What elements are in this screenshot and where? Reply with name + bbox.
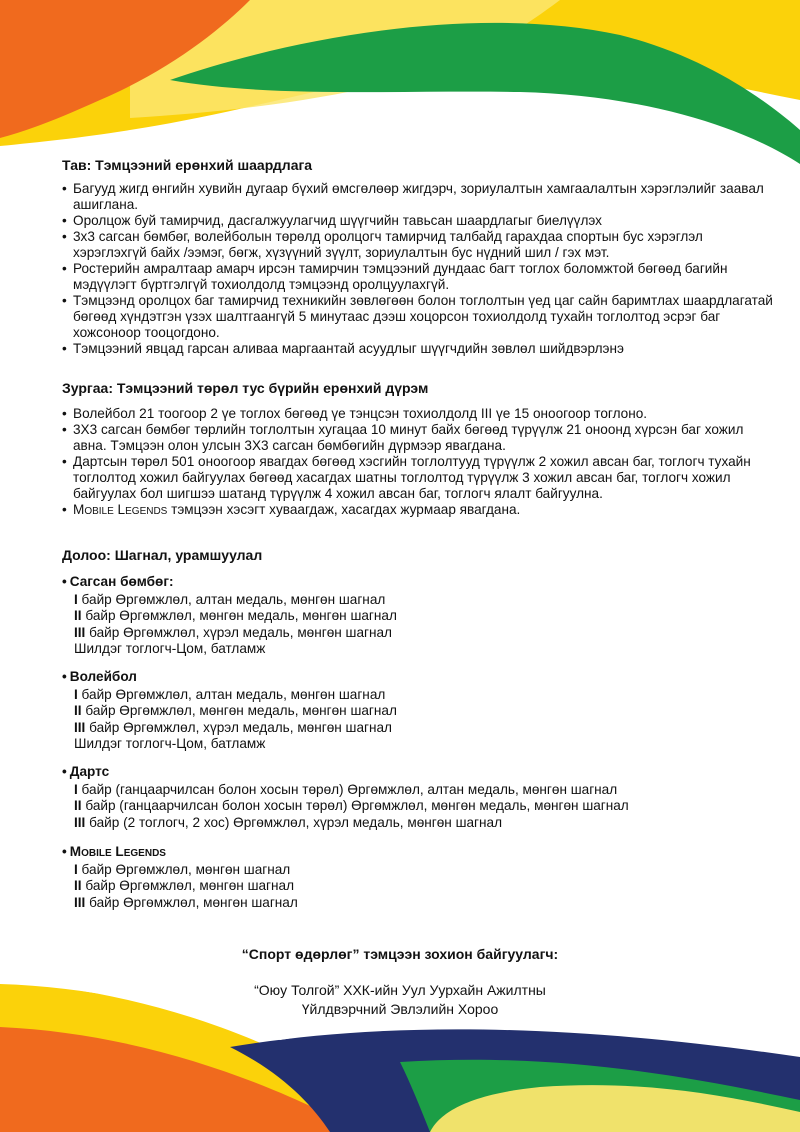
organizer-line-2: Үйлдвэрчний Эвлэлийн Хороо: [301, 1001, 499, 1017]
award-line: III байр Өргөмжлөл, хүрэл медаль, мөнгөн шагнал: [74, 624, 392, 640]
award-mobile-legends-title: • Mobile Legends: [62, 843, 166, 860]
award-line: III байр Өргөмжлөл, хүрэл медаль, мөнгөн шагнал: [74, 719, 392, 735]
award-darts-lines: [74, 782, 629, 831]
award-line: II байр (ганцаарчилсан болон хосын төрөл) Өргөмжлөл, мөнгөн медаль, мөнгөн шагнал: [74, 798, 629, 814]
section-six-title: Зургаа: Тэмцээний төрөл тус бүрийн ерөнхий дүрэм: [62, 380, 429, 396]
award-darts-title: • Дартс: [62, 763, 109, 780]
mobile-legends-name: Mobile Legends: [73, 502, 168, 517]
award-line: I байр Өргөмжлөл, алтан медаль, мөнгөн шагнал: [74, 687, 386, 702]
section-six-list: [62, 406, 778, 518]
section-seven-title: Долоо: Шагнал, урамшуулал: [62, 547, 263, 563]
section-five-list: [62, 181, 778, 357]
award-line: III байр Өргөмжлөл, мөнгөн шагнал: [74, 894, 298, 910]
list-item: • 3х3 сагсан бөмбөг, волейболын төрөлд оролцогч тамирчид талбайд гарахдаа спортын бус хэрэглэл хэрэглэхгүй байх /ээмэг, бөгж, хүзүүний зүүлт, зориулалтын бус нүдний шил / гэх мэт.: [62, 229, 778, 261]
award-line: III байр (2 тоглогч, 2 хос) Өргөмжлөл, хүрэл медаль, мөнгөн шагнал: [74, 814, 502, 830]
award-line: Шилдэг тоглогч-Цом, батламж: [74, 735, 266, 751]
award-line: Шилдэг тоглогч-Цом, батламж: [74, 640, 266, 656]
list-item: • Ростерийн амралтаар амарч ирсэн тамирчин тэмцээний дундаас багт тоглох боломжтой бөгөөд багийн мэдүүлэгт бүртгэлгүй тохиолдолд тэмцээнд оролцуулахгүй.: [62, 261, 778, 293]
award-line: I байр Өргөмжлөл, алтан медаль, мөнгөн шагнал: [74, 592, 386, 607]
award-line: II байр Өргөмжлөл, мөнгөн шагнал: [74, 878, 295, 894]
award-line: II байр Өргөмжлөл, мөнгөн медаль, мөнгөн шагнал: [74, 703, 397, 719]
list-item: • Оролцож буй тамирчид, дасгалжуулагчид шүүгчийн тавьсан шаардлагыг биелүүлэх: [62, 213, 778, 229]
award-volleyball-title: • Волейбол: [62, 668, 137, 685]
award-line: I байр (ганцаарчилсан болон хосын төрөл) Өргөмжлөл, алтан медаль, мөнгөн шагнал: [74, 782, 618, 797]
list-item: • Тэмцээний явцад гарсан аливаа маргаантай асуудлыг шүүгчдийн зөвлөл шийдвэрлэнэ: [62, 341, 778, 357]
award-mobile-legends-lines: [74, 862, 298, 911]
award-volleyball-lines: [74, 687, 397, 752]
mobile-legends-rule: тэмцээн хэсэгт хуваагдаж, хасагдах журмаар явагдана.: [167, 502, 521, 517]
list-item: • Дартсын төрөл 501 оноогоор явагдах бөгөөд хэсгийн тоглолтууд түрүүлж 2 хожил авсан баг, тоглогч тухайн тоглолтод хожил байгуулах бөгөөд хасагдах шатны тоглолтод түрүүлж 3 хожил авсан баг, тоглогч хожил байгуулах бол шигшээ шатанд түрүүлж 4 хожил авсан баг, тоглогч ялалт байгуулна.: [62, 454, 778, 502]
award-basketball-title: • Сагсан бөмбөг:: [62, 573, 174, 590]
list-item: • Тэмцээнд оролцох баг тамирчид техникийн зөвлөгөөн болон тоглолтын үед цаг сайн баримтлах шаардлагатай бөгөөд хүндэтгэн үзэх шалтгаангүй 5 минутаас дээш хоцорсон тохиолдолд тухайн тоглолтод эсрэг баг хожсоноор тооцогдоно.: [62, 293, 778, 341]
list-item: • Волейбол 21 тоогоор 2 үе тоглох бөгөөд үе тэнцсэн тохиолдолд III үе 15 оноогоор тоглоно.: [62, 406, 778, 422]
award-basketball-lines: [74, 592, 397, 657]
award-line: I байр Өргөмжлөл, мөнгөн шагнал: [74, 862, 291, 877]
section-five-title: Тав: Тэмцээний ерөнхий шаардлага: [62, 157, 313, 173]
organizer-line-1: “Оюу Толгой” ХХК-ийн Уул Уурхайн Ажилтны: [254, 982, 546, 998]
list-item: [62, 502, 778, 518]
organizer-heading: “Спорт өдөрлөг” тэмцээн зохион байгуулагч:: [241, 946, 559, 962]
list-item: • Багууд жигд өнгийн хувийн дугаар бүхий өмсгөлөөр жигдэрч, зориулалтын хамгаалалтын хэрэглэлийг заавал ашиглана.: [62, 181, 778, 213]
list-item: • 3Х3 сагсан бөмбөг төрлийн тоглолтын хугацаа 10 минут байх бөгөөд түрүүлж 21 оноонд хүрсэн баг хожил авна. Тэмцээн олон улсын 3Х3 сагсан бөмбөгийн дүрмээр явагдана.: [62, 422, 778, 454]
award-line: II байр Өргөмжлөл, мөнгөн медаль, мөнгөн шагнал: [74, 608, 397, 624]
